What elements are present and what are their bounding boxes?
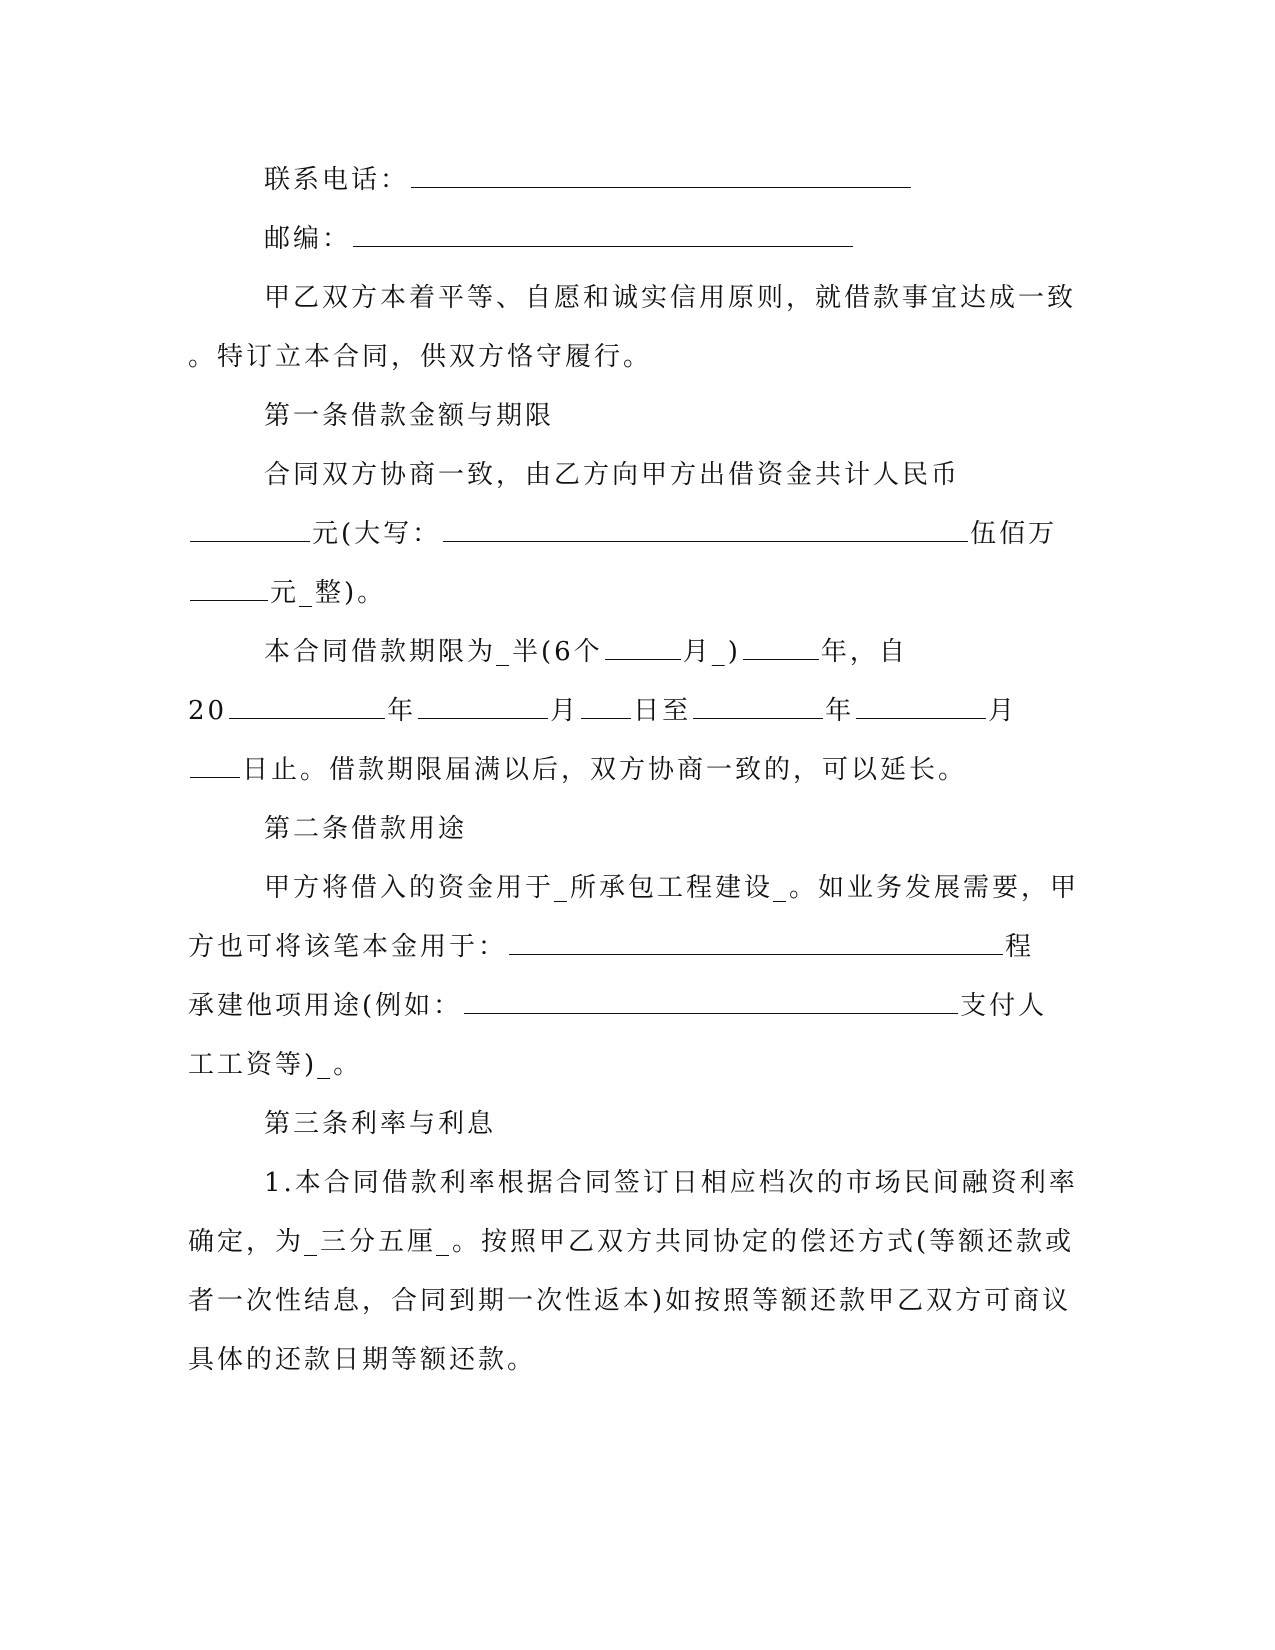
article-1-amount-end [188,573,386,613]
article-1-amount-line [188,514,1057,554]
phone-blank [411,161,911,188]
date-month-2: 月 [988,696,1018,726]
article-2-title: 第二条借款用途 [264,814,468,844]
date-month-1: 月 [550,696,580,726]
amount-label: 元(大写： [312,519,442,549]
usage-blank-2 [464,987,958,1014]
article-2-paragraph-3 [188,986,1047,1026]
amount-end-text: 元_整)。 [270,578,387,608]
term-blank-2 [743,633,819,660]
date-blank-2 [418,692,548,719]
article-3-paragraph-3: 者一次性结息，合同到期一次性返本)如按照等额还款甲乙双方可商议 [188,1286,1072,1316]
amount-words: 伍佰万 [970,519,1058,549]
postcode-label: 邮编： [264,224,352,254]
usage-example-text: 承建他项用途(例如： [188,991,463,1021]
usage-text-a: 方也可将该笔本金用于： [188,932,508,962]
article-3-paragraph-2: 确定，为_三分五厘_。按照甲乙双方共同协定的偿还方式(等额还款或 [188,1227,1075,1257]
usage-example-end: 支付人 [960,991,1048,1021]
amount-end-blank [190,574,268,601]
extension-text: 日止。借款期限届满以后，双方协商一致的，可以延长。 [242,755,968,785]
article-2-paragraph-4: 工工资等)_。 [188,1050,363,1080]
term-text-a: 本合同借款期限为_半(6个 [264,637,603,667]
date-day-to: 日至 [633,696,692,726]
article-2-paragraph-1: 甲方将借入的资金用于_所承包工程建设_。如业务发展需要，甲 [264,873,1080,903]
phone-label: 联系电话： [264,165,410,195]
postcode-blank [353,220,853,247]
article-1-paragraph-1: 合同双方协商一致，由乙方向甲方出借资金共计人民币 [264,460,961,490]
date-year-prefix: 20 [188,696,228,726]
term-text-b: 月_) [682,637,741,667]
usage-blank-1 [509,928,1003,955]
usage-text-b: 程 [1005,932,1035,962]
date-blank-3 [581,692,631,719]
article-3-paragraph-1: 1.本合同借款利率根据合同签订日相应档次的市场民间融资利率 [264,1168,1078,1198]
date-blank-1 [229,692,385,719]
article-3-paragraph-4: 具体的还款日期等额还款。 [188,1345,537,1375]
article-1-term-line [264,632,908,672]
term-text-c: 年，自 [820,637,908,667]
article-1-date-line [188,691,1017,731]
date-blank-4 [693,692,823,719]
article-2-paragraph-2 [188,927,1034,967]
date-blank-6 [190,751,240,778]
article-3-title: 第三条利率与利息 [264,1109,497,1139]
article-1-title: 第一条借款金额与期限 [264,401,555,431]
term-blank-1 [605,633,681,660]
date-year-1: 年 [387,696,417,726]
intro-line-1: 甲乙双方本着平等、自愿和诚实信用原则，就借款事宜达成一致 [264,283,1077,313]
intro-line-2: 。特订立本合同，供双方恪守履行。 [188,342,653,372]
amount-words-blank [443,515,968,542]
date-year-2: 年 [825,696,855,726]
date-blank-5 [856,692,986,719]
article-1-extension-line [188,750,967,790]
postcode-line [264,219,855,259]
phone-line [264,160,913,200]
amount-blank [190,515,310,542]
